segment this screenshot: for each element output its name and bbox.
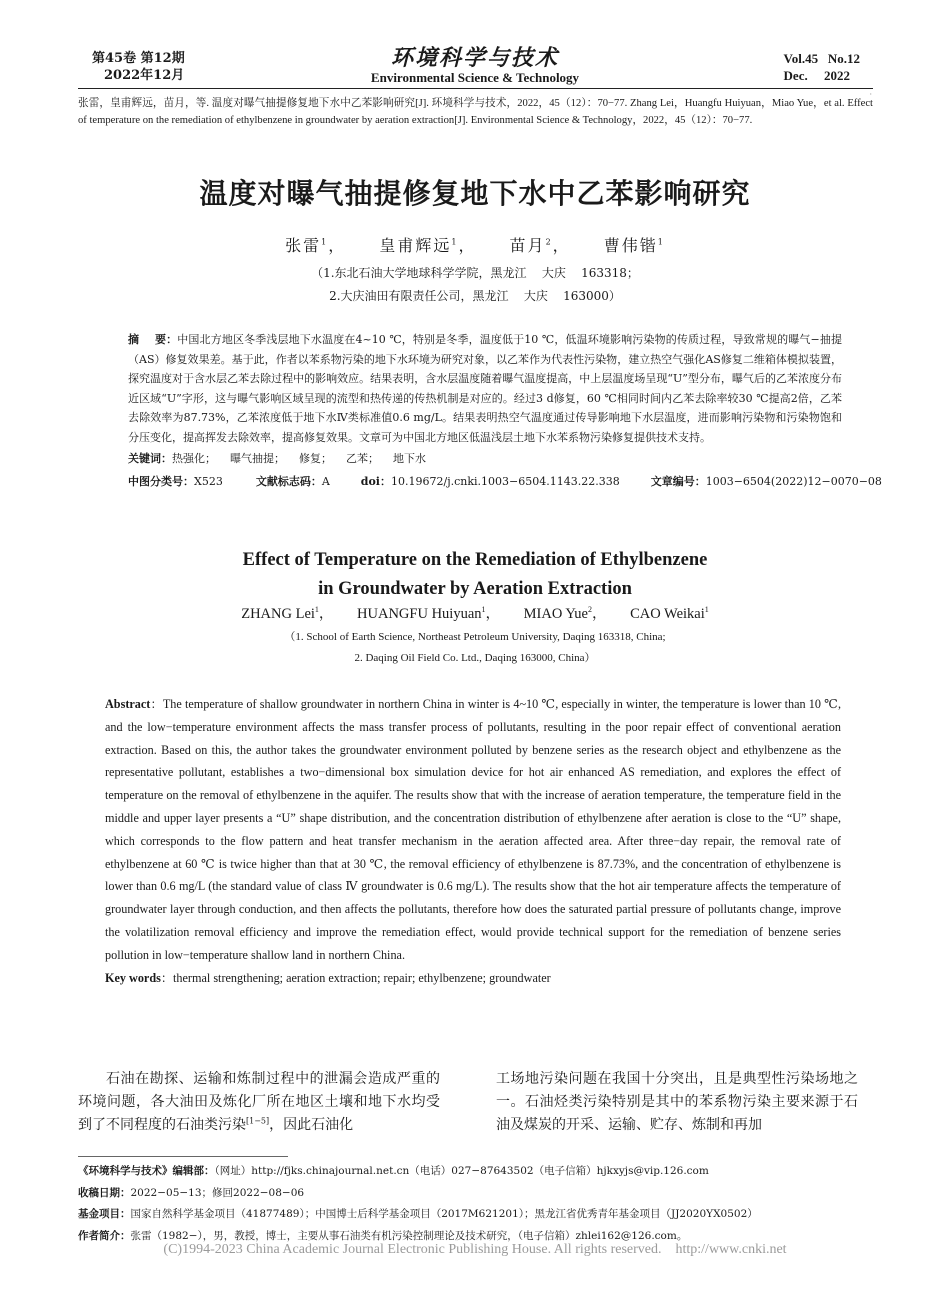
citation-line: 张雷，皇甫辉远，苗月，等. 温度对曝气抽提修复地下水中乙苯影响研究[J]. 环境科学与技术，2022，45（12）：70−77. Zhang Lei，Huangfu Huiyuan，Miao Yue，et al. Effect of temperature on the remediation of ethylbenzene in groundwater by aeration extraction[J]. Environmental Science & Technology，2022，45（12）：70−77.: [78, 98, 873, 126]
abstract-en: [105, 693, 841, 967]
keywords-en: [105, 967, 841, 990]
author-zh-3-aff: 2: [545, 237, 553, 247]
article-number-value: 1003−6504(2022)12−0070−08: [705, 474, 882, 488]
clc-label: 中图分类号：: [128, 474, 194, 488]
keywords-en-label: Key words: [105, 970, 161, 985]
author-en-2: HUANGFU Huiyuan: [357, 606, 482, 622]
title-zh: 温度对曝气抽提修复地下水中乙苯影响研究: [199, 177, 751, 210]
abstract-zh-label: 摘 要：: [128, 333, 178, 346]
footnote-editor-text: （网址）http://fjks.chinajournal.net.cn（电话）027−87643502（电子信箱）hjkxyjs@vip.126.com: [214, 1165, 709, 1177]
journal-logo: 环境科学与技术: [390, 45, 559, 71]
affiliations-en: [0, 627, 950, 669]
body-column-left: [78, 1068, 440, 1137]
volume-issue-zh: 第45卷 第12期: [92, 51, 185, 66]
keywords-en-sep: ：: [160, 970, 174, 985]
copyright-notice: (C)1994-2023 China Academic Journal Electronic Publishing House. All rights reserved. http://www.cnki.net: [163, 1242, 787, 1257]
abstract-zh-block: [128, 330, 882, 491]
issue-info-right: [784, 50, 860, 84]
author-zh-2-aff: 1: [451, 237, 459, 247]
abstract-en-label: Abstract: [105, 697, 151, 711]
header-rule: [78, 88, 873, 89]
author-en-1-aff: 1: [314, 605, 319, 615]
journal-name-en: Environmental Science & Technology: [370, 70, 580, 85]
abstract-zh-text: 中国北方地区冬季浅层地下水温度在4~10 ℃，特别是冬季，温度低于10 ℃，低温环境影响污染物的传质过程，导致常规的曝气−抽提（AS）修复效果差。基于此，作者以苯系物污染的地下水环境为研究对象，以乙苯作为代表性污染物，建立热空气强化AS修复二维箱体模拟装置，探究温度对于含水层乙苯去除过程中的影响效应。结果表明，含水层温度随着曝气温度提高，中上层温度场呈现“U”型分布，曝气后的乙苯浓度分布近区域“U”字形，这与曝气影响区域呈现的流型和热传递的传热机制是对应的。经过3 d修复，60 ℃相同时间内乙苯去除率较30 ℃提高2倍，乙苯去除效率为87.73%，乙苯浓度低于地下水Ⅳ类标准值0.6 mg/L。结果表明热空气温度通过传导影响地下水层温度，进而影响污染物和污染物饱和分压变化，提高挥发去除效率，提高修复效果。文章可为中国北方地区低温浅层土地下水苯系物污染修复提供技术支持。: [128, 333, 842, 444]
keywords-en-text: thermal strengthening; aeration extraction; repair; ethylbenzene; groundwater: [173, 970, 551, 985]
body-left-text: 石油在勘探、运输和炼制过程中的泄漏会造成严重的环境问题，各大油田及炼化厂所在地区土壤和地下水均受到了不同程度的石油类污染: [78, 1071, 440, 1133]
footnote-fund-text: 国家自然科学基金项目（41877489）；中国博士后科学基金项目（2017M621201）；黑龙江省优秀青年基金项目（JJ2020YX0502）: [130, 1208, 758, 1220]
abstract-en-text: The temperature of shallow groundwater in northern China in winter is 4~10 ℃, especially in winter, the temperature is lower than 10 ℃, and the low−temperature environment affects the mass transfer process of pollutants, resulting in the poor repair effect of conventional aeration extraction. Based on this, the author takes the groundwater environment polluted by benzene series as the research object and ethylbenzene as the representative pollutant, establishes a two−dimensional box simulation device for hot air enhanced AS remediation, and explores the effect of temperature on the removal of ethylbenzene in the aquifer. The results show that with the increase of aeration temperature, the temperature field in the middle and upper layer presents a “U” shape distribution, and the concentration distribution of ethylbenzene after aeration is close to the “U” shape, which corresponds to the flow pattern and heat transfer mechanism in the aeration affected area. After three−day repair, the removal rate of ethylbenzene at 60 ℃ is twice higher than that at 30 ℃, the removal efficiency of ethylbenzene is 87.73%, and the concentration of ethylbenzene is lower than 0.6 mg/L (the standard value of class Ⅳ groundwater is 0.6 mg/L). The results show that the hot air temperature affects the temperature of groundwater layer through conduction, and then affects the pollutants, therefore how does the saturated partial pressure of pollutants change, improve the volatilization removal efficiency and improve the remediation effect, would provide technical support for the remediation of benzene series pollution in low−temperature shallow land in northern China.: [105, 697, 841, 962]
footnote-received-label: 收稿日期：: [78, 1186, 131, 1199]
date-zh: 2022年12月: [104, 68, 185, 83]
body-left-ref: [1−5]: [246, 1116, 270, 1126]
authors-en: ZHANG Lei$^1$， HUANGFU Huiyuan$^1$， MIAO Yue$^2$， CAO Weikai$^1$: [241, 605, 709, 622]
author-en-3-aff: 2: [587, 605, 592, 615]
keywords-zh-label: 关键词：: [128, 452, 172, 465]
footnote-author-label: 作者简介：: [78, 1229, 131, 1242]
keywords-zh: [128, 449, 842, 469]
affiliation-en-1: （1. School of Earth Science, Northeast Petroleum University, Daqing 163318, China;: [284, 631, 666, 643]
author-zh-1-aff: 1: [321, 237, 329, 247]
date-en: Dec. 2022: [783, 68, 850, 83]
author-en-2-aff: 1: [481, 605, 486, 615]
title-en: [0, 546, 950, 604]
doc-code-value: A: [321, 474, 330, 488]
title-en-line-1: Effect of Temperature on the Remediation of Ethylbenzene: [242, 550, 708, 570]
footnote-received-text: 2022−05−13；修回2022−08−06: [130, 1186, 305, 1199]
header-dot: ·: [869, 90, 872, 99]
abstract-en-sep: ：: [150, 697, 163, 711]
footnote-author-text: 张雷（1982−），男，教授，博士，主要从事石油类有机污染控制理论及技术研究，（电子信箱）zhlei162@126.com。: [130, 1229, 688, 1242]
classification-row: [128, 472, 882, 492]
affiliation-zh-1: （1.东北石油大学地球科学学院，黑龙江 大庆 163318；: [311, 266, 639, 280]
abstract-zh: [128, 330, 842, 447]
clc-value: X523: [194, 474, 223, 488]
title-en-line-2: in Groundwater by Aeration Extraction: [318, 579, 632, 599]
footnote-editor-label: 《环境科学与技术》编辑部：: [78, 1165, 215, 1177]
author-en-4: CAO Weikai: [630, 606, 705, 622]
footnote-fund: [78, 1204, 873, 1226]
doi-label: doi：: [360, 474, 391, 488]
footnote-rule: [78, 1156, 288, 1157]
doi-value: 10.19672/j.cnki.1003−6504.1143.22.338: [391, 474, 620, 488]
body-column-right: [496, 1068, 858, 1137]
author-en-1: ZHANG Lei: [241, 606, 315, 622]
body-left-tail: ，因此石油化: [269, 1117, 354, 1133]
footnote-editor: [78, 1161, 873, 1183]
body-right-text: 工场地污染问题在我国十分突出，且是典型性污染场地之一。石油烃类污染特别是其中的苯系物污染主要来源于石油及煤炭的开采、运输、贮存、炼制和再加: [496, 1071, 858, 1133]
author-zh-4-aff: 1: [657, 237, 665, 247]
affiliations-zh: [0, 262, 950, 308]
author-en-3: MIAO Yue: [523, 606, 588, 622]
author-zh-1: 张雷: [285, 236, 322, 255]
author-zh-4: 曹伟锴: [603, 236, 658, 255]
doc-code-label: 文献标志码：: [255, 474, 322, 488]
author-zh-3: 苗月: [509, 236, 546, 255]
article-number-label: 文章编号：: [650, 474, 706, 488]
authors-zh: 张雷$^1$， 皇甫辉远$^1$， 苗月$^2$， 曹伟锴$^1$: [285, 236, 665, 255]
keywords-zh-text: 热强化； 曝气抽提； 修复； 乙苯； 地下水: [172, 452, 426, 465]
author-en-4-aff: 1: [704, 605, 709, 615]
author-zh-2: 皇甫辉远: [379, 236, 452, 255]
footnote-fund-label: 基金项目：: [78, 1208, 131, 1220]
footnote-received: [78, 1183, 873, 1205]
volume-issue-en: Vol.45 No.12: [783, 51, 860, 66]
affiliation-zh-2: 2.大庆油田有限责任公司，黑龙江 大庆 163000）: [329, 289, 621, 303]
abstract-en-block: [105, 693, 841, 989]
footnotes: [78, 1161, 873, 1247]
affiliation-en-2: 2. Daqing Oil Field Co. Ltd., Daqing 163000, China）: [354, 652, 596, 664]
